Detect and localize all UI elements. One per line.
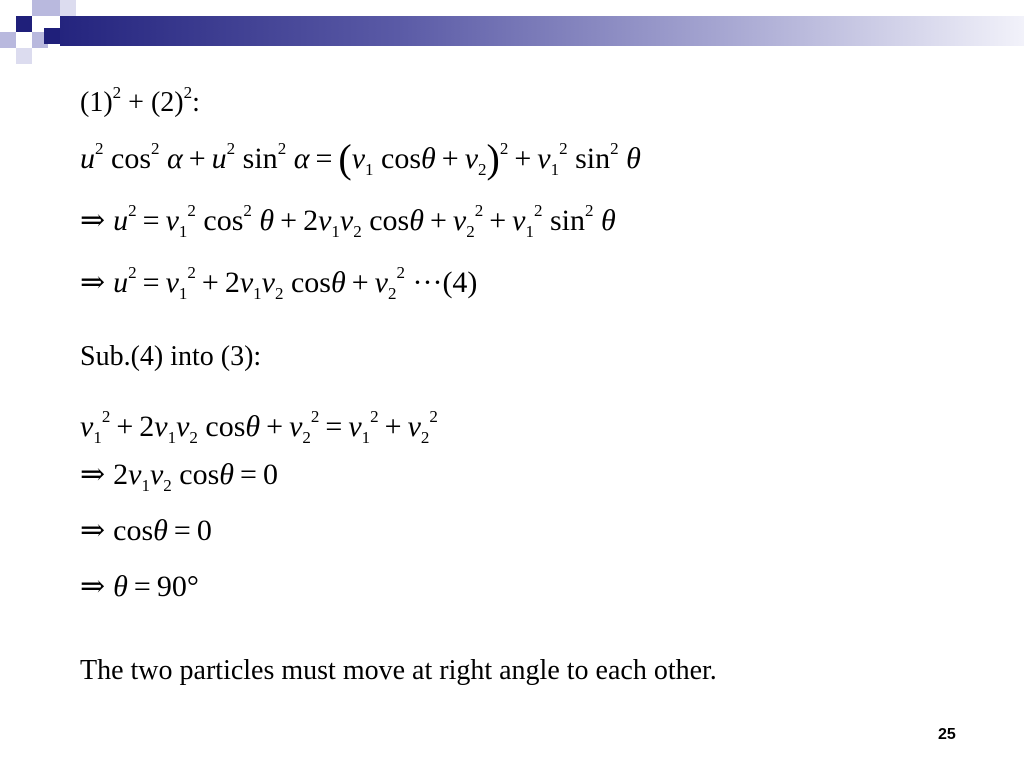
equation-line: ⇒ $u^2 = v_1^2$ $\cos^2 \theta + 2v_1v_2$ $\cos\theta + v_2^2 + v_1^2$ $\sin^2 \theta$ [80, 201, 616, 241]
header-line: $(1)^2 + (2)^2$: [80, 83, 200, 118]
equation-line: ⇒ $u^2 = v_1^2 + 2v_1v_2$ $\cos\theta + v_2^2 \cdot\cdot\cdot(4)$ [80, 263, 478, 303]
equation-line: $v_1^2 + 2v_1v_2$ $\cos\theta + v_2^2 = v_1^2 + v_2^2$ [80, 407, 438, 447]
equation-line: $u^2$ $\cos^2 \alpha + u^2$ $\sin^2 \alpha = (v_1$ $\cos\theta + v_2)^2 + v_1^2$ $\sin^2 \theta$ [80, 136, 641, 181]
equation-line: ⇒ cosθ = 0 [80, 514, 212, 547]
header-square-lavender [32, 0, 60, 16]
header-gradient-bar [60, 16, 1024, 46]
equation-line: ⇒ θ = 90° [80, 570, 199, 603]
equation-line: ⇒ $2v_1v_2$ cosθ = 0 [80, 458, 278, 495]
conclusion-text: The two particles must move at right angle to each other. [80, 655, 717, 686]
header-square-navy [16, 16, 32, 32]
header-square-navy [44, 28, 60, 44]
header-square-pale [16, 48, 32, 64]
sub-text: Sub.(4) into (3): [80, 341, 262, 372]
header-square-pale [60, 0, 76, 16]
header-square-lavender [0, 32, 16, 48]
page-number: 25 [938, 726, 956, 743]
